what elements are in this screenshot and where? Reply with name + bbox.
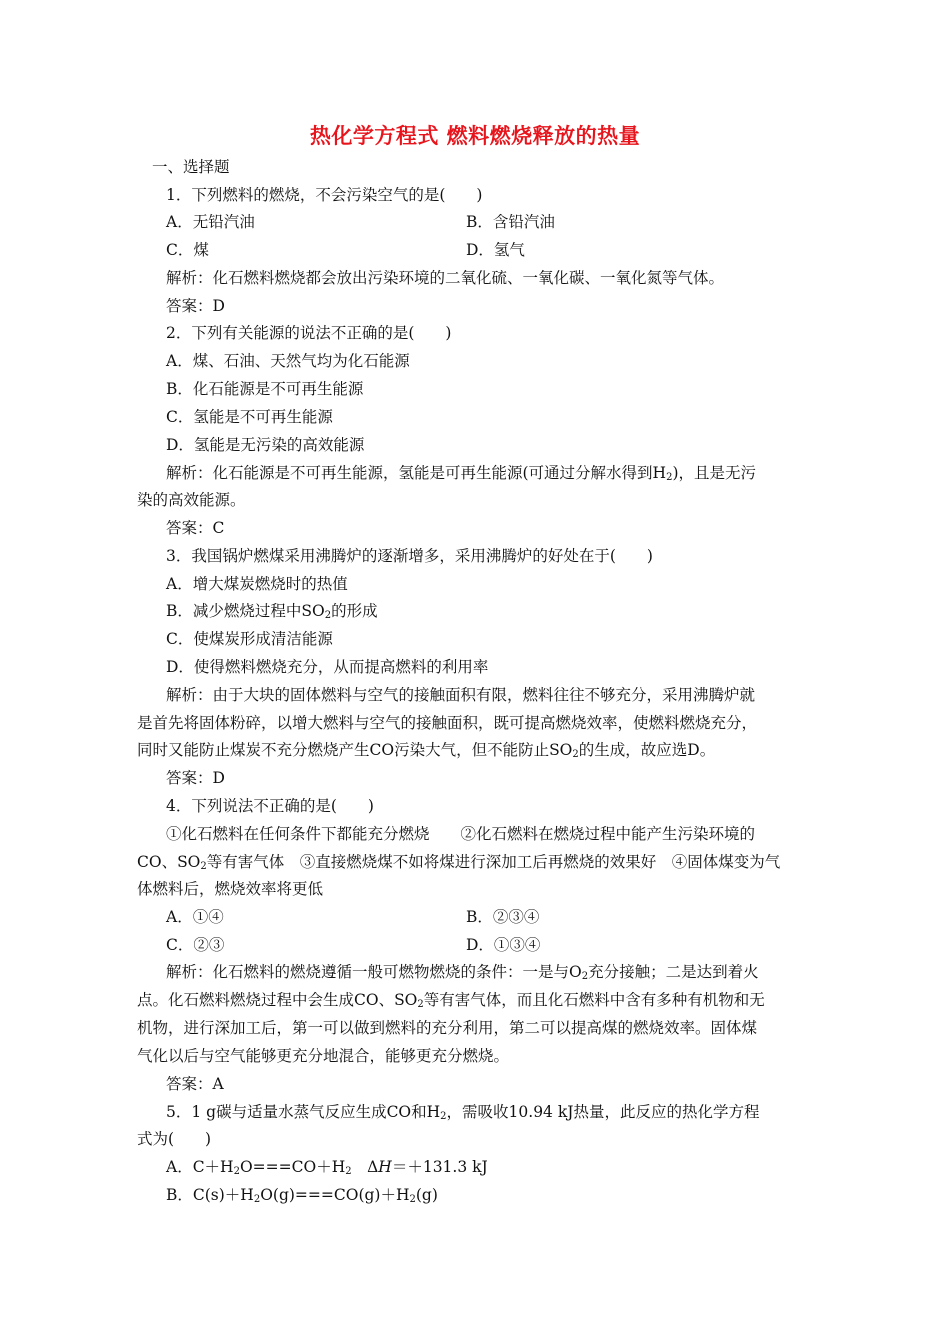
text-run: A．C＋H (166, 1158, 234, 1176)
q4-statement-line: 体燃料后，燃烧效率将更低 (137, 880, 324, 898)
subscript: 2 (345, 1166, 352, 1177)
q4-answer: 答案：A (166, 1075, 224, 1093)
text-run: O===CO＋H (239, 1158, 346, 1176)
q1-option-c: C．煤 (166, 241, 209, 259)
text-run: 5．1 g碳与适量水蒸气反应生成CO和H (166, 1103, 441, 1121)
subscript: 2 (440, 1111, 447, 1122)
q4-option-d: D．①③④ (466, 936, 541, 954)
q4-statement-line (137, 852, 780, 877)
q2-option-a: A．煤、石油、天然气均为化石能源 (166, 352, 410, 370)
text-run: 的形成 (331, 602, 378, 620)
q4-analysis-line (166, 962, 759, 987)
text-run: O(g)===CO(g)＋H (260, 1186, 410, 1204)
text-run: H (378, 1158, 392, 1176)
text-run: B．减少燃烧过程中SO (166, 602, 325, 620)
q2-option-c: C．氢能是不可再生能源 (166, 408, 333, 426)
text-run: B．C(s)＋H (166, 1186, 254, 1204)
q2-option-d: D．氢能是无污染的高效能源 (166, 436, 365, 454)
subscript: 2 (417, 999, 424, 1010)
text-run: 等有害气体，而且化石燃料中含有多种有机物和无 (423, 991, 765, 1009)
text-run: )，且是无污 (672, 464, 757, 482)
q4-analysis-line: 机物，进行深加工后，第一可以做到燃料的充分利用，第二可以提高煤的燃烧效率。固体煤 (137, 1019, 758, 1037)
q1-stem: 1．下列燃料的燃烧，不会污染空气的是( ) (166, 186, 483, 204)
q4-option-a: A．①④ (166, 908, 224, 926)
q1-analysis: 解析：化石燃料燃烧都会放出污染环境的二氧化硫、一氧化碳、一氧化氮等气体。 (166, 269, 725, 287)
subscript: 2 (581, 971, 589, 982)
text-run: 解析：化石能源是不可再生能源，氢能是可再生能源(可通过分解水得到H (166, 464, 667, 482)
q3-analysis-line (137, 740, 715, 765)
q4-option-b: B．②③④ (466, 908, 540, 926)
q3-answer: 答案：D (166, 769, 225, 787)
q2-stem: 2．下列有关能源的说法不正确的是( ) (166, 324, 452, 342)
q1-option-d: D．氢气 (466, 241, 525, 259)
q5-stem-line: 式为( ) (137, 1130, 212, 1148)
q3-option-a: A．增大煤炭燃烧时的热值 (166, 575, 348, 593)
q3-analysis-line: 解析：由于大块的固体燃料与空气的接触面积有限，燃料往往不够充分，采用沸腾炉就 (166, 686, 756, 704)
text-run: 的生成，故应选D。 (578, 741, 716, 759)
q4-statement-line: ①化石燃料在任何条件下都能充分燃烧 ②化石燃料在燃烧过程中能产生污染环境的 (166, 825, 756, 843)
text-run: 等有害气体 ③直接燃烧煤不如将煤进行深加工后再燃烧的效果好 ④固体煤变为气 (206, 853, 781, 871)
q1-answer: 答案：D (166, 297, 225, 315)
text-run: CO、SO (137, 853, 201, 871)
subscript: 2 (666, 472, 673, 483)
subscript: 2 (233, 1166, 240, 1177)
subscript: 2 (253, 1194, 261, 1205)
q4-stem: 4．下列说法不正确的是( ) (166, 797, 374, 815)
subscript: 2 (200, 861, 207, 872)
subscript: 2 (572, 749, 579, 760)
q3-option-b (166, 601, 378, 626)
q1-option-a: A．无铅汽油 (166, 213, 255, 231)
q2-answer: 答案：C (166, 519, 225, 537)
text-run: 同时又能防止煤炭不充分燃烧产生CO污染大气，但不能防止SO (137, 741, 573, 759)
q2-option-b: B．化石能源是不可再生能源 (166, 380, 364, 398)
text-run: 点。化石燃料燃烧过程中会生成CO、SO (137, 991, 418, 1009)
text-run: ，需吸收10.94 kJ热量，此反应的热化学方程 (446, 1103, 760, 1121)
q5-option-b (166, 1185, 438, 1210)
q2-analysis-line: 染的高效能源。 (137, 491, 246, 509)
text-run: Δ (351, 1158, 379, 1176)
text-run: (g) (415, 1186, 438, 1204)
q5-stem-line (166, 1102, 759, 1127)
q3-option-d: D．使得燃料燃烧充分，从而提高燃料的利用率 (166, 658, 489, 676)
section-heading: 一、选择题 (152, 158, 230, 176)
subscript: 2 (409, 1194, 416, 1205)
q4-analysis-line (137, 990, 765, 1015)
text-run: 充分接触；二是达到着火 (588, 963, 759, 981)
q2-analysis-line (166, 463, 756, 488)
q3-option-c: C．使煤炭形成清洁能源 (166, 630, 333, 648)
text-run: ＝＋131.3 kJ (391, 1158, 488, 1176)
page-title: 热化学方程式 燃料燃烧释放的热量 (309, 123, 641, 148)
q1-option-b: B．含铅汽油 (466, 213, 555, 231)
q4-analysis-line: 气化以后与空气能够更充分地混合，能够更充分燃烧。 (137, 1047, 510, 1065)
q3-stem: 3．我国锅炉燃煤采用沸腾炉的逐渐增多，采用沸腾炉的好处在于( ) (166, 547, 653, 565)
q5-option-a (166, 1157, 488, 1182)
text-run: 解析：化石燃料的燃烧遵循一般可燃物燃烧的条件：一是与O (166, 963, 582, 981)
q4-option-c: C．②③ (166, 936, 225, 954)
subscript: 2 (324, 610, 332, 621)
q3-analysis-line: 是首先将固体粉碎，以增大燃料与空气的接触面积，既可提高燃烧效率，使燃料燃烧充分， (137, 714, 758, 732)
